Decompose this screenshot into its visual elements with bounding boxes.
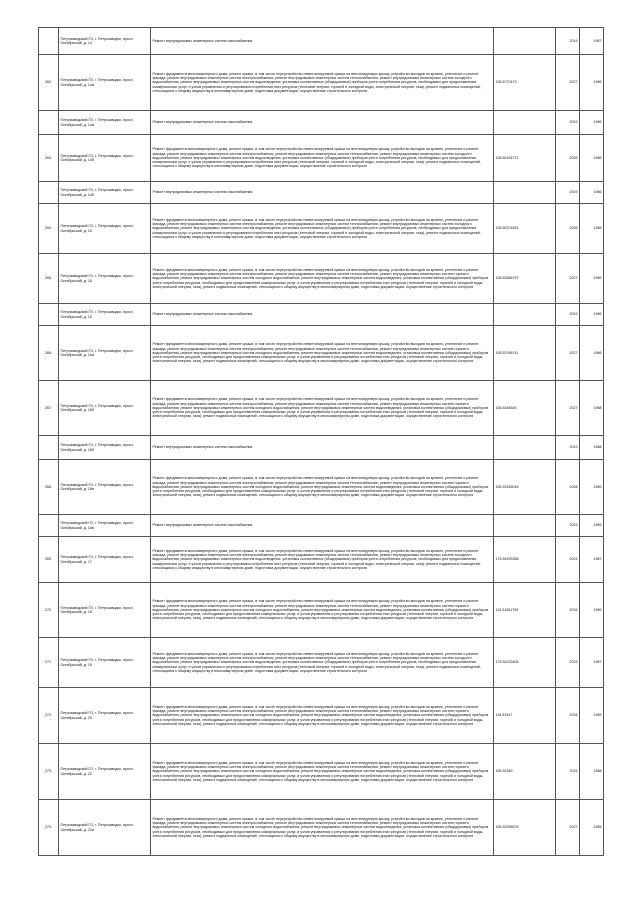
table-row	[39, 55, 604, 111]
work-description-cell: Ремонт внутридомовых инженерных систем газоснабжения	[151, 304, 494, 326]
row-number	[39, 111, 59, 135]
table-row	[39, 304, 604, 326]
row-number: 266.	[39, 326, 59, 381]
cost-cell: 155.52866757	[494, 254, 556, 304]
row-number: 274.	[39, 800, 59, 856]
cost-cell: 155.53165016	[494, 460, 556, 515]
capital-repair-table	[38, 27, 604, 856]
address-cell: Петрозаводский ГО, г. Петрозаводск, просп. Октябрьский, д. 15	[59, 304, 151, 326]
table-row	[39, 204, 604, 254]
planned-year-cell: 2031	[556, 744, 580, 800]
planned-year-cell: 2027	[556, 381, 580, 436]
table-row	[39, 800, 604, 856]
address-cell: Петрозаводский ГО, г. Петрозаводск, просп. Октябрьский, д. 16в	[59, 515, 151, 537]
address-cell: Петрозаводский ГО, г. Петрозаводск, просп. Октябрьский, д. 20	[59, 688, 151, 744]
planned-year-cell: 2027	[556, 800, 580, 856]
cost-cell	[494, 111, 556, 135]
built-year-cell: 1989	[580, 583, 604, 638]
cost-cell: 155.5770473	[494, 55, 556, 111]
built-year-cell: 1986	[580, 182, 604, 204]
planned-year-cell: 2019	[556, 436, 580, 460]
built-year-cell: 1987	[580, 537, 604, 583]
built-year-cell: 1989	[580, 688, 604, 744]
table-row	[39, 744, 604, 800]
built-year-cell: 1988	[580, 436, 604, 460]
row-number	[39, 28, 59, 55]
row-number	[39, 436, 59, 460]
planned-year-cell: 2021	[556, 537, 580, 583]
address-cell: Петрозаводский ГО, г. Петрозаводск, просп. Октябрьский, д. 19	[59, 638, 151, 688]
built-year-cell: 1986	[580, 326, 604, 381]
work-description-cell: Ремонт фундамента многоквартирного дома, ремонт крыши, в том числе переустройство невентилируемой крыши на вентилируемую крышу, устройство выходов на кровлю, утепление и ремонт фасада, ремонт внутридомовых инженерных систем электроснабжения, ремонт внутридомовых инженерных систем теплоснабжения, ремонт внутридомовых инженерных систем горячего водоснабжения, ремонт внутридомовых инженерных систем холодного водоснабжения, ремонт внутридомовых инженерных систем водоотведения, установка коллективных (общедомовых) приборов учета потребления ресурсов, необходимых для предоставления коммунальных услуг, и узлов управления и регулирования потребления этих ресурсов (тепловой энергии, горячей и холодной воды, электрической энергии, газа), ремонт подвальных помещений, относящихся к общему имуществу в многоквартирном доме, подготовка документации, осуществление строительного контроля	[151, 326, 494, 381]
row-number: 271.	[39, 638, 59, 688]
cost-cell: 155.50164737	[494, 135, 556, 182]
table-row	[39, 28, 604, 55]
row-number: 263.	[39, 135, 59, 182]
built-year-cell: 1986	[580, 135, 604, 182]
planned-year-cell: 2028	[556, 460, 580, 515]
work-description-cell: Ремонт внутридомовых инженерных систем газоснабжения	[151, 182, 494, 204]
row-number: 262.	[39, 55, 59, 111]
built-year-cell: 1988	[580, 381, 604, 436]
planned-year-cell: 2019	[556, 28, 580, 55]
work-description-cell: Ремонт фундамента многоквартирного дома, ремонт крыши, в том числе переустройство невентилируемой крыши на вентилируемую крышу, устройство выходов на кровлю, утепление и ремонт фасада, ремонт внутридомовых инженерных систем электроснабжения, ремонт внутридомовых инженерных систем теплоснабжения, ремонт внутридомовых инженерных систем холодного водоснабжения, ремонт внутридомовых инженерных систем водоотведения, установка коллективных (общедомовых) приборов учета потребления ресурсов, необходимых для предоставления коммунальных услуг, и узлов управления и регулирования потребления этих ресурсов (тепловой энергии, горячей и холодной воды, электрической энергии, газа), ремонт подвальных помещений, относящихся к общему имуществу в многоквартирном доме, подготовка документации, осуществление строительного контроля	[151, 537, 494, 583]
address-cell: Петрозаводский ГО, г. Петрозаводск, просп. Октябрьский, д. 14	[59, 28, 151, 55]
row-number	[39, 515, 59, 537]
row-number: 264.	[39, 204, 59, 254]
planned-year-cell: 2023	[556, 638, 580, 688]
table-row	[39, 583, 604, 638]
cost-cell: 155.52995078	[494, 800, 556, 856]
built-year-cell: 1985	[580, 55, 604, 111]
cost-cell: 175.54233405	[494, 638, 556, 688]
planned-year-cell: 2027	[556, 326, 580, 381]
built-year-cell: 1989	[580, 460, 604, 515]
cost-cell	[494, 515, 556, 537]
table-row	[39, 182, 604, 204]
work-description-cell: Ремонт фундамента многоквартирного дома, ремонт крыши, в том числе переустройство невентилируемой крыши на вентилируемую крышу, устройство выходов на кровлю, утепление и ремонт фасада, ремонт внутридомовых инженерных систем электроснабжения, ремонт внутридомовых инженерных систем теплоснабжения, ремонт внутридомовых инженерных систем холодного водоснабжения, ремонт внутридомовых инженерных систем водоотведения, установка коллективных (общедомовых) приборов учета потребления ресурсов, необходимых для предоставления коммунальных услуг, и узлов управления и регулирования потребления этих ресурсов (тепловой энергии, горячей и холодной воды, электрической энергии, газа), ремонт подвальных помещений, относящихся к общему имуществу в многоквартирном доме, подготовка документации, осуществление строительного контроля	[151, 55, 494, 111]
planned-year-cell: 2019	[556, 304, 580, 326]
row-number: 269.	[39, 537, 59, 583]
address-cell: Петрозаводский ГО, г. Петрозаводск, просп. Октябрьский, д. 22а	[59, 800, 151, 856]
table-row	[39, 135, 604, 182]
planned-year-cell: 2027	[556, 254, 580, 304]
address-cell: Петрозаводский ГО, г. Петрозаводск, просп. Октябрьский, д. 15	[59, 254, 151, 304]
cost-cell	[494, 436, 556, 460]
planned-year-cell: 2026	[556, 204, 580, 254]
work-description-cell: Ремонт внутридомовых инженерных систем газоснабжения	[151, 28, 494, 55]
cost-cell: 155.5346545	[494, 381, 556, 436]
work-description-cell: Ремонт фундамента многоквартирного дома, ремонт крыши, в том числе переустройство невентилируемой крыши на вентилируемую крышу, устройство выходов на кровлю, утепление и ремонт фасада, ремонт внутридомовых инженерных систем электроснабжения, ремонт внутридомовых инженерных систем теплоснабжения, ремонт внутридомовых инженерных систем горячего водоснабжения, ремонт внутридомовых инженерных систем холодного водоснабжения, ремонт внутридомовых инженерных систем водоотведения, установка коллективных (общедомовых) приборов учета потребления ресурсов, необходимых для предоставления коммунальных услуг, и узлов управления и регулирования потребления этих ресурсов (тепловой энергии, горячей и холодной воды, электрической энергии, газа), ремонт подвальных помещений, относящихся к общему имуществу в многоквартирном доме, подготовка документации, осуществление строительного контроля	[151, 460, 494, 515]
built-year-cell: 1988	[580, 204, 604, 254]
built-year-cell: 1988	[580, 744, 604, 800]
work-description-cell: Ремонт фундамента многоквартирного дома, ремонт крыши, в том числе переустройство невентилируемой крыши на вентилируемую крышу, устройство выходов на кровлю, утепление и ремонт фасада, ремонт внутридомовых инженерных систем электроснабжения, ремонт внутридомовых инженерных систем теплоснабжения, ремонт внутридомовых инженерных систем горячего водоснабжения, ремонт внутридомовых инженерных систем холодного водоснабжения, ремонт внутридомовых инженерных систем водоотведения, установка коллективных (общедомовых) приборов учета потребления ресурсов, необходимых для предоставления коммунальных услуг, и узлов управления и регулирования потребления этих ресурсов (тепловой энергии, горячей и холодной воды, электрической энергии, газа), ремонт подвальных помещений, относящихся к общему имуществу в многоквартирном доме, подготовка документации, осуществление строительного контроля	[151, 254, 494, 304]
cost-cell: 155.52349	[494, 744, 556, 800]
row-number: 270.	[39, 583, 59, 638]
row-number: 267.	[39, 381, 59, 436]
address-cell: Петрозаводский ГО, г. Петрозаводск, просп. Октябрьский, д. 16б	[59, 436, 151, 460]
built-year-cell: 1985	[580, 304, 604, 326]
row-number: 273.	[39, 744, 59, 800]
cost-cell	[494, 182, 556, 204]
table-row	[39, 460, 604, 515]
address-cell: Петрозаводский ГО, г. Петрозаводск, просп. Октябрьский, д. 16б	[59, 381, 151, 436]
address-cell: Петрозаводский ГО, г. Петрозаводск, просп. Октябрьский, д. 14б	[59, 135, 151, 182]
table-row	[39, 515, 604, 537]
built-year-cell: 1987	[580, 28, 604, 55]
table-row	[39, 111, 604, 135]
cost-cell	[494, 28, 556, 55]
address-cell: Петрозаводский ГО, г. Петрозаводск, просп. Октябрьский, д. 17	[59, 537, 151, 583]
work-description-cell: Ремонт внутридомовых инженерных систем газоснабжения	[151, 436, 494, 460]
table-row	[39, 254, 604, 304]
table-row	[39, 537, 604, 583]
work-description-cell: Ремонт фундамента многоквартирного дома, ремонт крыши, в том числе переустройство невентилируемой крыши на вентилируемую крышу, устройство выходов на кровлю, утепление и ремонт фасада, ремонт внутридомовых инженерных систем электроснабжения, ремонт внутридомовых инженерных систем теплоснабжения, ремонт внутридомовых инженерных систем холодного водоснабжения, ремонт внутридомовых инженерных систем водоотведения, установка коллективных (общедомовых) приборов учета потребления ресурсов, необходимых для предоставления коммунальных услуг, и узлов управления и регулирования потребления этих ресурсов (тепловой энергии, горячей и холодной воды, электрической энергии, газа), ремонт подвальных помещений, относящихся к общему имуществу в многоквартирном доме, подготовка документации, осуществление строительного контроля	[151, 135, 494, 182]
address-cell: Петрозаводский ГО, г. Петрозаводск, просп. Октябрьский, д. 22	[59, 744, 151, 800]
planned-year-cell: 2034	[556, 688, 580, 744]
table-row	[39, 381, 604, 436]
table-row	[39, 326, 604, 381]
row-number	[39, 304, 59, 326]
address-cell: Петрозаводский ГО, г. Петрозаводск, просп. Октябрьский, д. 18	[59, 583, 151, 638]
cost-cell: 155.52766741	[494, 326, 556, 381]
cost-cell: 115.51981709	[494, 583, 556, 638]
address-cell: Петрозаводский ГО, г. Петрозаводск, просп. Октябрьский, д. 14а	[59, 111, 151, 135]
work-description-cell: Ремонт фундамента многоквартирного дома, ремонт крыши, в том числе переустройство невентилируемой крыши на вентилируемую крышу, устройство выходов на кровлю, утепление и ремонт фасада, ремонт внутридомовых инженерных систем электроснабжения, ремонт внутридомовых инженерных систем теплоснабжения, ремонт внутридомовых инженерных систем горячего водоснабжения, ремонт внутридомовых инженерных систем холодного водоснабжения, ремонт внутридомовых инженерных систем водоотведения, установка коллективных (общедомовых) приборов учета потребления ресурсов, необходимых для предоставления коммунальных услуг, и узлов управления и регулирования потребления этих ресурсов (тепловой энергии, горячей и холодной воды, электрической энергии, газа), ремонт подвальных помещений, относящихся к общему имуществу в многоквартирном доме, подготовка документации, осуществление строительного контроля	[151, 800, 494, 856]
address-cell: Петрозаводский ГО, г. Петрозаводск, просп. Октябрьский, д. 16в	[59, 460, 151, 515]
cost-cell: 115.51947	[494, 688, 556, 744]
work-description-cell: Ремонт фундамента многоквартирного дома, ремонт крыши, в том числе переустройство невентилируемой крыши на вентилируемую крышу, устройство выходов на кровлю, утепление и ремонт фасада, ремонт внутридомовых инженерных систем электроснабжения, ремонт внутридомовых инженерных систем теплоснабжения, ремонт внутридомовых инженерных систем горячего водоснабжения, ремонт внутридомовых инженерных систем холодного водоснабжения, ремонт внутридомовых инженерных систем водоотведения, установка коллективных (общедомовых) приборов учета потребления ресурсов, необходимых для предоставления коммунальных услуг, и узлов управления и регулирования потребления этих ресурсов (тепловой энергии, горячей и холодной воды, электрической энергии, газа), ремонт подвальных помещений, относящихся к общему имуществу в многоквартирном доме, подготовка документации, осуществление строительного контроля	[151, 688, 494, 744]
planned-year-cell: 2027	[556, 55, 580, 111]
planned-year-cell: 2019	[556, 515, 580, 537]
work-description-cell: Ремонт фундамента многоквартирного дома, ремонт крыши, в том числе переустройство невентилируемой крыши на вентилируемую крышу, устройство выходов на кровлю, утепление и ремонт фасада, ремонт внутридомовых инженерных систем электроснабжения, ремонт внутридомовых инженерных систем теплоснабжения, ремонт внутридомовых инженерных систем горячего водоснабжения, ремонт внутридомовых инженерных систем холодного водоснабжения, ремонт внутридомовых инженерных систем водоотведения, установка коллективных (общедомовых) приборов учета потребления ресурсов, необходимых для предоставления коммунальных услуг, и узлов управления и регулирования потребления этих ресурсов (тепловой энергии, горячей и холодной воды, электрической энергии, газа), ремонт подвальных помещений, относящихся к общему имуществу в многоквартирном доме, подготовка документации, осуществление строительного контроля	[151, 744, 494, 800]
built-year-cell: 1985	[580, 800, 604, 856]
work-description-cell: Ремонт внутридомовых инженерных систем газоснабжения	[151, 515, 494, 537]
planned-year-cell: 2034	[556, 583, 580, 638]
work-description-cell: Ремонт фундамента многоквартирного дома, ремонт крыши, в том числе переустройство невентилируемой крыши на вентилируемую крышу, устройство выходов на кровлю, утепление и ремонт фасада, ремонт внутридомовых инженерных систем электроснабжения, ремонт внутридомовых инженерных систем теплоснабжения, ремонт внутридомовых инженерных систем горячего водоснабжения, ремонт внутридомовых инженерных систем холодного водоснабжения, ремонт внутридомовых инженерных систем водоотведения, установка коллективных (общедомовых) приборов учета потребления ресурсов, необходимых для предоставления коммунальных услуг, и узлов управления и регулирования потребления этих ресурсов (тепловой энергии, горячей и холодной воды, электрической энергии, газа), ремонт подвальных помещений, относящихся к общему имуществу в многоквартирном доме, подготовка документации, осуществление строительного контроля	[151, 381, 494, 436]
table-row	[39, 436, 604, 460]
built-year-cell: 1989	[580, 515, 604, 537]
row-number: 268.	[39, 460, 59, 515]
cost-cell: 155.55701651	[494, 204, 556, 254]
row-number	[39, 182, 59, 204]
address-cell: Петрозаводский ГО, г. Петрозаводск, просп. Октябрьский, д. 14б	[59, 182, 151, 204]
row-number: 272.	[39, 688, 59, 744]
work-description-cell: Ремонт фундамента многоквартирного дома, ремонт крыши, в том числе переустройство невентилируемой крыши на вентилируемую крышу, устройство выходов на кровлю, утепление и ремонт фасада, ремонт внутридомовых инженерных систем электроснабжения, ремонт внутридомовых инженерных систем теплоснабжения, ремонт внутридомовых инженерных систем холодного водоснабжения, ремонт внутридомовых инженерных систем водоотведения, установка коллективных (общедомовых) приборов учета потребления ресурсов, необходимых для предоставления коммунальных услуг, и узлов управления и регулирования потребления этих ресурсов (тепловой энергии, горячей и холодной воды, электрической энергии, газа), ремонт подвальных помещений, относящихся к общему имуществу в многоквартирном доме, подготовка документации, осуществление строительного контроля	[151, 638, 494, 688]
address-cell: Петрозаводский ГО, г. Петрозаводск, просп. Октябрьский, д. 15	[59, 204, 151, 254]
planned-year-cell: 2019	[556, 111, 580, 135]
built-year-cell: 1987	[580, 638, 604, 688]
table-body	[39, 28, 604, 856]
cost-cell: 175.54933358	[494, 537, 556, 583]
planned-year-cell: 2019	[556, 182, 580, 204]
row-number: 265.	[39, 254, 59, 304]
table-row	[39, 688, 604, 744]
planned-year-cell: 2026	[556, 135, 580, 182]
work-description-cell: Ремонт фундамента многоквартирного дома, ремонт крыши, в том числе переустройство невентилируемой крыши на вентилируемую крышу, устройство выходов на кровлю, утепление и ремонт фасада, ремонт внутридомовых инженерных систем электроснабжения, ремонт внутридомовых инженерных систем теплоснабжения, ремонт внутридомовых инженерных систем горячего водоснабжения, ремонт внутридомовых инженерных систем холодного водоснабжения, ремонт внутридомовых инженерных систем водоотведения, установка коллективных (общедомовых) приборов учета потребления ресурсов, необходимых для предоставления коммунальных услуг, и узлов управления и регулирования потребления этих ресурсов (тепловой энергии, горячей и холодной воды, электрической энергии, газа), ремонт подвальных помещений, относящихся к общему имуществу в многоквартирном доме, подготовка документации, осуществление строительного контроля	[151, 583, 494, 638]
built-year-cell: 1985	[580, 111, 604, 135]
table-row	[39, 638, 604, 688]
work-description-cell: Ремонт внутридомовых инженерных систем газоснабжения	[151, 111, 494, 135]
address-cell: Петрозаводский ГО, г. Петрозаводск, просп. Октябрьский, д. 14а	[59, 55, 151, 111]
built-year-cell: 1985	[580, 254, 604, 304]
cost-cell	[494, 304, 556, 326]
address-cell: Петрозаводский ГО, г. Петрозаводск, просп. Октябрьский, д. 16а	[59, 326, 151, 381]
work-description-cell: Ремонт фундамента многоквартирного дома, ремонт крыши, в том числе переустройство невентилируемой крыши на вентилируемую крышу, устройство выходов на кровлю, утепление и ремонт фасада, ремонт внутридомовых инженерных систем электроснабжения, ремонт внутридомовых инженерных систем теплоснабжения, ремонт внутридомовых инженерных систем холодного водоснабжения, ремонт внутридомовых инженерных систем водоотведения, установка коллективных (общедомовых) приборов учета потребления ресурсов, необходимых для предоставления коммунальных услуг, и узлов управления и регулирования потребления этих ресурсов (тепловой энергии, горячей и холодной воды, электрической энергии, газа), ремонт подвальных помещений, относящихся к общему имуществу в многоквартирном доме, подготовка документации, осуществление строительного контроля	[151, 204, 494, 254]
